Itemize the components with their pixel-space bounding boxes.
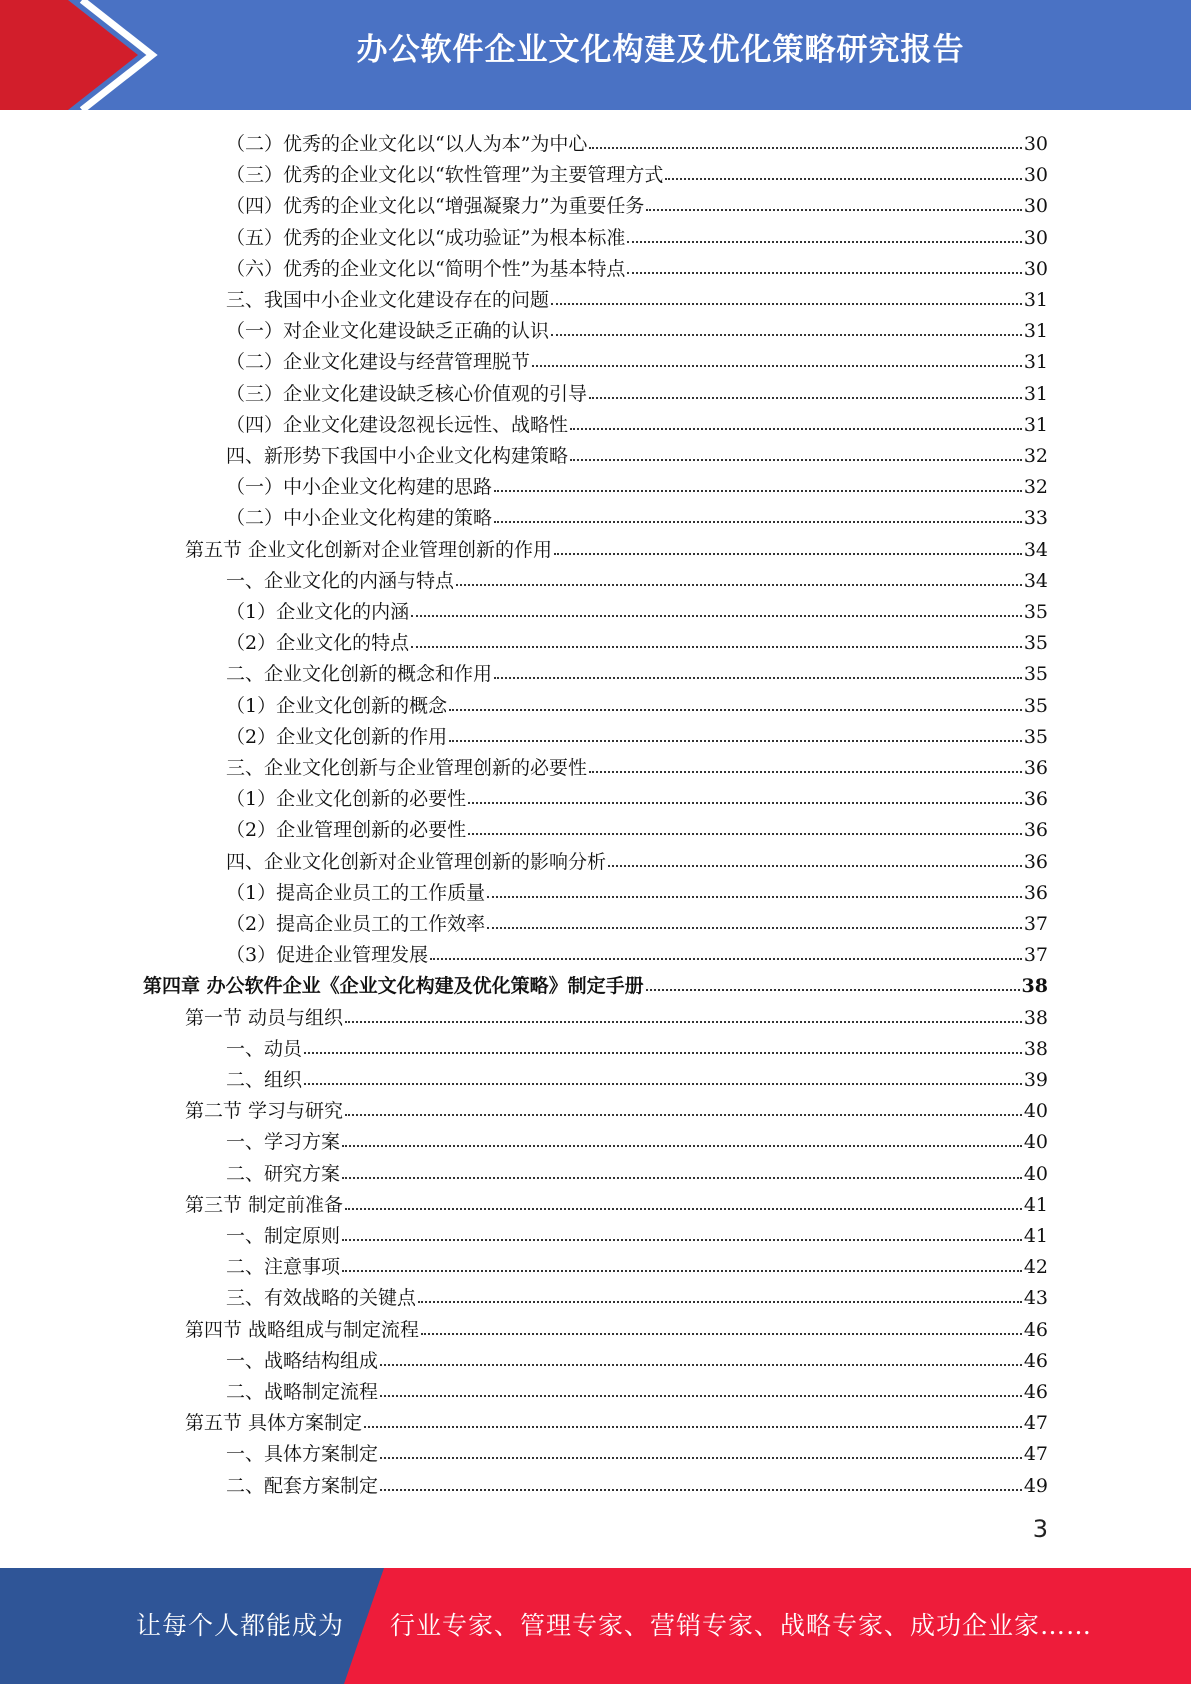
toc-entry[interactable] — [226, 1376, 1048, 1407]
toc-entry-page: 31 — [1023, 289, 1048, 311]
toc-entry-page: 31 — [1023, 351, 1048, 374]
footer-slogan-right: 行业专家、管理专家、营销专家、战略专家、成功企业家…… — [390, 1611, 1093, 1640]
toc-dot-leader — [589, 751, 1022, 773]
toc-entry-page: 41 — [1023, 1193, 1048, 1216]
toc-entry[interactable] — [226, 1064, 1048, 1095]
toc-entry[interactable] — [226, 1345, 1048, 1376]
toc-dot-leader — [449, 720, 1022, 742]
toc-entry[interactable] — [226, 1033, 1048, 1064]
toc-entry-page: 49 — [1023, 1474, 1048, 1497]
toc-entry[interactable] — [226, 346, 1048, 377]
toc-dot-leader — [551, 314, 1022, 336]
toc-entry-label: （四）优秀的企业文化以“增强凝聚力”为重要任务 — [226, 195, 645, 218]
toc-entry-page: 35 — [1023, 694, 1048, 717]
toc-entry[interactable] — [226, 222, 1048, 253]
toc-entry-label: （三）优秀的企业文化以“软性管理”为主要管理方式 — [226, 164, 664, 187]
toc-dot-leader — [570, 439, 1022, 461]
toc-dot-leader — [627, 252, 1021, 274]
toc-entry-page: 30 — [1023, 257, 1048, 280]
toc-entry[interactable] — [226, 502, 1048, 533]
toc-entry[interactable] — [226, 284, 1048, 315]
toc-entry[interactable] — [226, 471, 1048, 502]
toc-entry-label: （一）对企业文化建设缺乏正确的认识 — [226, 320, 550, 343]
toc-entry-page: 37 — [1023, 913, 1048, 935]
toc-dot-leader — [456, 564, 1022, 586]
toc-entry[interactable] — [226, 159, 1048, 190]
toc-dot-leader — [418, 1281, 1022, 1303]
toc-entry-label: 四、企业文化创新对企业管理创新的影响分析 — [226, 850, 607, 873]
toc-entry-page: 46 — [1023, 1318, 1048, 1341]
toc-dot-leader — [589, 127, 1021, 149]
toc-entry[interactable] — [226, 378, 1048, 409]
toc-dot-leader — [665, 158, 1021, 180]
toc-entry-label: 第五节 企业文化创新对企业管理创新的作用 — [185, 538, 553, 561]
toc-entry-label: 三、有效战略的关键点 — [226, 1287, 417, 1310]
toc-dot-leader — [304, 1032, 1022, 1054]
toc-dot-leader — [468, 782, 1022, 804]
toc-entry[interactable] — [226, 190, 1048, 221]
toc-entry-page: 32 — [1023, 445, 1048, 467]
toc-entry-page: 38 — [1023, 1037, 1048, 1060]
toc-entry[interactable] — [226, 1438, 1048, 1469]
toc-entry-page: 47 — [1023, 1412, 1048, 1435]
toc-entry[interactable] — [226, 752, 1048, 783]
toc-dot-leader — [430, 938, 1022, 960]
toc-entry-page: 41 — [1023, 1225, 1048, 1247]
toc-dot-leader — [646, 969, 1020, 991]
toc-entry-page: 42 — [1023, 1256, 1048, 1279]
toc-entry[interactable] — [185, 1095, 1048, 1126]
toc-entry-page: 47 — [1023, 1443, 1048, 1466]
toc-dot-leader — [494, 501, 1022, 523]
toc-dot-leader — [449, 689, 1022, 711]
toc-entry-label: 三、企业文化创新与企业管理创新的必要性 — [226, 757, 588, 779]
toc-dot-leader — [345, 1188, 1022, 1210]
toc-entry-page: 36 — [1023, 881, 1048, 904]
toc-entry-page: 30 — [1023, 164, 1048, 187]
toc-entry-label: 二、注意事项 — [226, 1256, 341, 1279]
toc-entry-label: 一、学习方案 — [226, 1131, 341, 1154]
toc-dot-leader — [551, 283, 1022, 305]
toc-entry[interactable] — [226, 1251, 1048, 1282]
toc-entry-label: 四、新形势下我国中小企业文化构建策略 — [226, 445, 569, 467]
toc-entry-label: 第二节 学习与研究 — [185, 1100, 344, 1123]
toc-entry-label: （四）企业文化建设忽视长远性、战略性 — [226, 413, 569, 436]
toc-entry-label: （二）企业文化建设与经营管理脱节 — [226, 351, 531, 374]
toc-dot-leader — [554, 533, 1022, 555]
toc-entry-page: 35 — [1023, 725, 1048, 748]
toc-entry-label: 第一节 动员与组织 — [185, 1006, 344, 1029]
toc-dot-leader — [487, 907, 1022, 929]
toc-entry[interactable] — [226, 128, 1048, 159]
toc-entry-label: （3）促进企业管理发展 — [226, 944, 429, 967]
toc-entry[interactable] — [226, 908, 1048, 939]
toc-entry-page: 34 — [1023, 538, 1048, 561]
toc-entry[interactable] — [226, 721, 1048, 752]
toc-entry-label: 第五节 具体方案制定 — [185, 1412, 363, 1435]
toc-entry-label: 二、研究方案 — [226, 1162, 341, 1185]
toc-entry[interactable] — [226, 409, 1048, 440]
toc-entry-label: 一、战略结构组成 — [226, 1349, 379, 1372]
toc-entry-label: （2）企业文化的特点 — [226, 632, 410, 655]
toc-entry[interactable] — [185, 1189, 1048, 1220]
toc-entry-page: 37 — [1023, 944, 1048, 967]
toc-entry-label: （二）优秀的企业文化以“以人为本”为中心 — [226, 133, 588, 155]
toc-entry-label: （1）企业文化创新的概念 — [226, 694, 448, 717]
toc-dot-leader — [342, 1219, 1022, 1241]
toc-dot-leader — [468, 813, 1022, 835]
toc-entry[interactable] — [185, 1002, 1048, 1033]
toc-entry-label: （1）企业文化的内涵 — [226, 601, 410, 623]
toc-dot-leader — [380, 1375, 1022, 1397]
toc-dot-leader — [487, 876, 1022, 898]
toc-dot-leader — [342, 1250, 1022, 1272]
toc-dot-leader — [411, 595, 1022, 617]
toc-entry-label: （三）企业文化建设缺乏核心价值观的引导 — [226, 382, 588, 405]
toc-entry[interactable] — [185, 534, 1048, 565]
toc-entry-page: 46 — [1023, 1349, 1048, 1372]
toc-entry[interactable] — [185, 1407, 1048, 1438]
toc-entry-page: 35 — [1023, 601, 1048, 623]
toc-entry-label: 二、战略制定流程 — [226, 1381, 379, 1403]
toc-entry-page: 31 — [1023, 382, 1048, 405]
toc-entry[interactable] — [226, 627, 1048, 658]
toc-dot-leader — [380, 1437, 1022, 1459]
toc-dot-leader — [345, 1094, 1022, 1116]
toc-dot-leader — [494, 470, 1022, 492]
toc-entry-page: 30 — [1023, 195, 1048, 218]
toc-entry[interactable] — [226, 565, 1048, 596]
toc-entry-label: 一、企业文化的内涵与特点 — [226, 569, 455, 592]
toc-dot-leader — [646, 189, 1021, 211]
toc-entry[interactable] — [226, 440, 1048, 471]
toc-entry-page: 40 — [1023, 1131, 1048, 1154]
toc-entry-page: 34 — [1023, 569, 1048, 592]
toc-entry-label: （2）企业管理创新的必要性 — [226, 819, 467, 842]
toc-entry-page: 40 — [1023, 1100, 1048, 1123]
toc-entry-label: 二、配套方案制定 — [226, 1474, 379, 1497]
page-header — [0, 0, 1191, 110]
toc-entry-label: 二、组织 — [226, 1069, 303, 1091]
toc-dot-leader — [411, 626, 1022, 648]
toc-entry-label: 一、制定原则 — [226, 1225, 341, 1247]
toc-entry[interactable] — [185, 1314, 1048, 1345]
toc-entry-page: 35 — [1023, 663, 1048, 686]
toc-entry[interactable] — [226, 939, 1048, 970]
toc-entry[interactable] — [226, 783, 1048, 814]
toc-entry[interactable] — [226, 1220, 1048, 1251]
toc-entry-label: （六）优秀的企业文化以“简明个性”为基本特点 — [226, 257, 626, 280]
toc-dot-leader — [421, 1313, 1022, 1335]
toc-entry-label: （一）中小企业文化构建的思路 — [226, 476, 493, 499]
toc-entry-page: 35 — [1023, 632, 1048, 655]
toc-dot-leader — [494, 657, 1022, 679]
toc-entry-label: 一、具体方案制定 — [226, 1443, 379, 1466]
toc-entry-label: （1）提高企业员工的工作质量 — [226, 881, 486, 904]
toc-entry-page: 39 — [1023, 1069, 1048, 1091]
toc-entry[interactable] — [226, 846, 1048, 877]
toc-entry[interactable] — [226, 814, 1048, 845]
toc-entry-page: 32 — [1023, 476, 1048, 499]
toc-entry-page: 36 — [1023, 757, 1048, 779]
toc-entry-label: 二、企业文化创新的概念和作用 — [226, 663, 493, 686]
toc-entry-page: 36 — [1023, 819, 1048, 842]
toc-entry[interactable] — [226, 877, 1048, 908]
toc-entry[interactable] — [226, 596, 1048, 627]
toc-entry-label: 第三节 制定前准备 — [185, 1193, 344, 1216]
toc-entry[interactable] — [226, 253, 1048, 284]
toc-dot-leader — [570, 408, 1022, 430]
toc-entry-page: 36 — [1023, 788, 1048, 811]
toc-entry-page: 40 — [1023, 1162, 1048, 1185]
toc-dot-leader — [345, 1001, 1022, 1023]
toc-dot-leader — [364, 1406, 1022, 1428]
toc-dot-leader — [304, 1063, 1022, 1085]
toc-entry-label: 第四章 办公软件企业《企业文化构建及优化策略》制定手册 — [143, 975, 644, 998]
toc-entry-label: （五）优秀的企业文化以“成功验证”为根本标准 — [226, 226, 626, 249]
toc-entry-page: 46 — [1023, 1381, 1048, 1403]
footer-slogan-left: 让每个人都能成为 — [135, 1611, 344, 1640]
toc-entry-page: 43 — [1023, 1287, 1048, 1310]
toc-dot-leader — [589, 377, 1022, 399]
toc-entry-page: 36 — [1023, 850, 1048, 873]
toc-entry[interactable] — [143, 970, 1048, 1001]
toc-entry[interactable] — [226, 1470, 1048, 1501]
toc-dot-leader — [532, 345, 1022, 367]
toc-entry-page: 30 — [1023, 226, 1048, 249]
page-number: 3 — [1032, 1515, 1048, 1543]
page-footer — [0, 1568, 1191, 1684]
toc-entry[interactable] — [226, 315, 1048, 346]
page-title: 办公软件企业文化构建及优化策略研究报告 — [356, 32, 965, 68]
toc-entry-page: 38 — [1021, 975, 1048, 998]
toc-entry-label: 第四节 战略组成与制定流程 — [185, 1318, 420, 1341]
toc-dot-leader — [627, 221, 1021, 243]
toc-entry[interactable] — [226, 1282, 1048, 1313]
toc-dot-leader — [342, 1125, 1022, 1147]
toc-entry-page: 38 — [1023, 1006, 1048, 1029]
toc-dot-leader — [342, 1157, 1022, 1179]
toc-entry-label: （2）提高企业员工的工作效率 — [226, 913, 486, 935]
toc-entry[interactable] — [226, 1158, 1048, 1189]
toc-entry-label: （2）企业文化创新的作用 — [226, 725, 448, 748]
toc-entry-page: 31 — [1023, 320, 1048, 343]
toc-entry[interactable] — [226, 658, 1048, 689]
toc-entry[interactable] — [226, 690, 1048, 721]
toc-entry-page: 33 — [1023, 507, 1048, 530]
toc-entry-page: 30 — [1023, 133, 1048, 155]
toc-entry-page: 31 — [1023, 413, 1048, 436]
toc-entry[interactable] — [226, 1126, 1048, 1157]
toc-entry-label: （二）中小企业文化构建的策略 — [226, 507, 493, 530]
toc-entry-label: （1）企业文化创新的必要性 — [226, 788, 467, 811]
toc-dot-leader — [380, 1344, 1022, 1366]
toc-dot-leader — [608, 845, 1022, 867]
toc-entry-label: 三、我国中小企业文化建设存在的问题 — [226, 289, 550, 311]
toc-entry-label: 一、动员 — [226, 1037, 303, 1060]
toc-dot-leader — [380, 1469, 1022, 1491]
